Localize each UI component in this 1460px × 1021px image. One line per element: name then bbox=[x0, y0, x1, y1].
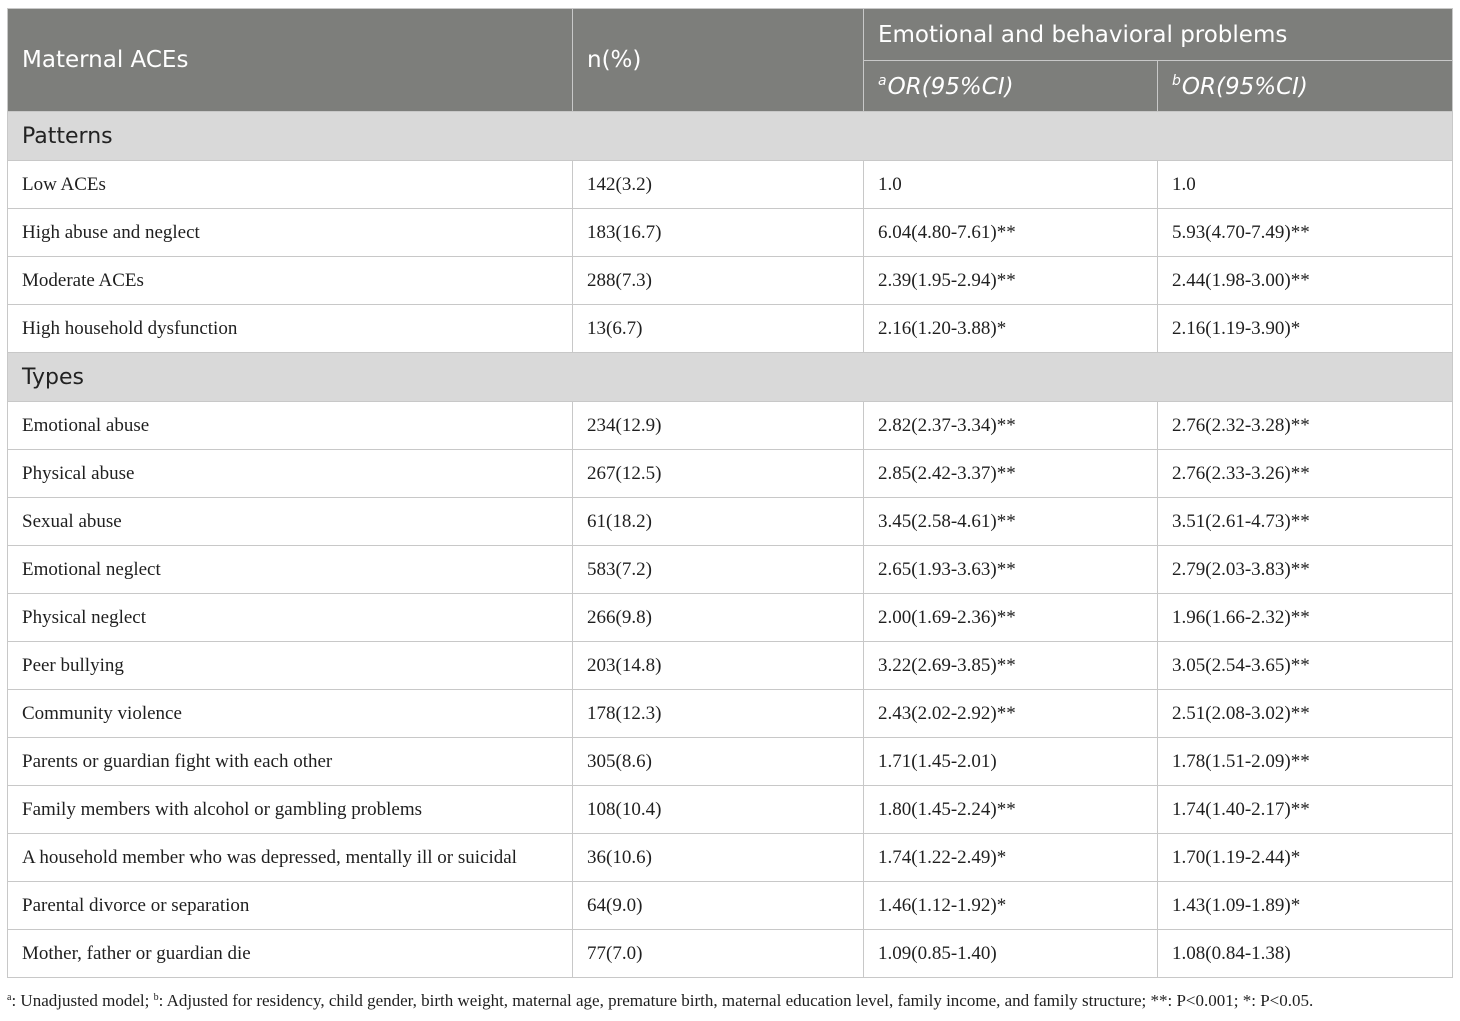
adjusted-or-cell: 2.79(2.03-3.83)** bbox=[1158, 546, 1453, 594]
unadjusted-or-cell: 2.82(2.37-3.34)** bbox=[864, 402, 1158, 450]
table-row bbox=[8, 498, 1453, 546]
adjusted-or-cell: 1.43(1.09-1.89)* bbox=[1158, 882, 1453, 930]
header-unadjusted-marker: a bbox=[878, 72, 887, 89]
adjusted-or-cell: 3.05(2.54-3.65)** bbox=[1158, 642, 1453, 690]
table-row bbox=[8, 594, 1453, 642]
adjusted-or-cell: 5.93(4.70-7.49)** bbox=[1158, 209, 1453, 257]
ace-label-cell: Peer bullying bbox=[8, 642, 573, 690]
unadjusted-or-cell: 2.43(2.02-2.92)** bbox=[864, 690, 1158, 738]
unadjusted-or-cell: 2.39(1.95-2.94)** bbox=[864, 257, 1158, 305]
unadjusted-or-cell: 3.45(2.58-4.61)** bbox=[864, 498, 1158, 546]
table-row bbox=[8, 882, 1453, 930]
table-row bbox=[8, 786, 1453, 834]
n-percent-cell: 64(9.0) bbox=[573, 882, 864, 930]
n-percent-cell: 178(12.3) bbox=[573, 690, 864, 738]
footnote-a-text: : Unadjusted model; bbox=[11, 991, 154, 1010]
footnote-b-marker: b bbox=[153, 992, 159, 1003]
ace-label-cell: Emotional abuse bbox=[8, 402, 573, 450]
ace-label-cell: Family members with alcohol or gambling problems bbox=[8, 786, 573, 834]
section-title: Types bbox=[8, 353, 1453, 402]
header-adjusted-label: OR(95%CI) bbox=[1181, 73, 1308, 100]
n-percent-cell: 36(10.6) bbox=[573, 834, 864, 882]
unadjusted-or-cell: 1.46(1.12-1.92)* bbox=[864, 882, 1158, 930]
adjusted-or-cell: 1.70(1.19-2.44)* bbox=[1158, 834, 1453, 882]
header-unadjusted-label: OR(95%CI) bbox=[887, 73, 1014, 100]
adjusted-or-cell: 2.16(1.19-3.90)* bbox=[1158, 305, 1453, 353]
n-percent-cell: 288(7.3) bbox=[573, 257, 864, 305]
ace-label-cell: Physical abuse bbox=[8, 450, 573, 498]
ace-label-cell: Physical neglect bbox=[8, 594, 573, 642]
section-title: Patterns bbox=[8, 112, 1453, 161]
section-row bbox=[8, 112, 1453, 161]
table-row bbox=[8, 257, 1453, 305]
table-row bbox=[8, 834, 1453, 882]
adjusted-or-cell: 1.0 bbox=[1158, 161, 1453, 209]
unadjusted-or-cell: 1.0 bbox=[864, 161, 1158, 209]
ace-label-cell: Sexual abuse bbox=[8, 498, 573, 546]
header-n-percent: n(%) bbox=[573, 9, 864, 112]
n-percent-cell: 234(12.9) bbox=[573, 402, 864, 450]
adjusted-or-cell: 3.51(2.61-4.73)** bbox=[1158, 498, 1453, 546]
unadjusted-or-cell: 1.09(0.85-1.40) bbox=[864, 930, 1158, 978]
n-percent-cell: 203(14.8) bbox=[573, 642, 864, 690]
n-percent-cell: 305(8.6) bbox=[573, 738, 864, 786]
ace-label-cell: Emotional neglect bbox=[8, 546, 573, 594]
unadjusted-or-cell: 1.74(1.22-2.49)* bbox=[864, 834, 1158, 882]
ace-label-cell: Moderate ACEs bbox=[8, 257, 573, 305]
n-percent-cell: 13(6.7) bbox=[573, 305, 864, 353]
header-adjusted-marker: b bbox=[1172, 72, 1181, 89]
unadjusted-or-cell: 2.16(1.20-3.88)* bbox=[864, 305, 1158, 353]
unadjusted-or-cell: 6.04(4.80-7.61)** bbox=[864, 209, 1158, 257]
unadjusted-or-cell: 3.22(2.69-3.85)** bbox=[864, 642, 1158, 690]
n-percent-cell: 183(16.7) bbox=[573, 209, 864, 257]
footnote-b-text: : Adjusted for residency, child gender, birth weight, maternal age, premature birth, maternal education level, family income, and family structure; **: P<0.001; *: P<0.05. bbox=[158, 991, 1314, 1010]
ace-label-cell: High abuse and neglect bbox=[8, 209, 573, 257]
ace-label-cell: High household dysfunction bbox=[8, 305, 573, 353]
n-percent-cell: 583(7.2) bbox=[573, 546, 864, 594]
table-row bbox=[8, 546, 1453, 594]
n-percent-cell: 108(10.4) bbox=[573, 786, 864, 834]
table-row bbox=[8, 738, 1453, 786]
ace-label-cell: Parents or guardian fight with each other bbox=[8, 738, 573, 786]
unadjusted-or-cell: 1.80(1.45-2.24)** bbox=[864, 786, 1158, 834]
n-percent-cell: 77(7.0) bbox=[573, 930, 864, 978]
unadjusted-or-cell: 2.65(1.93-3.63)** bbox=[864, 546, 1158, 594]
header-unadjusted-or bbox=[864, 61, 1158, 112]
header-adjusted-or bbox=[1158, 61, 1453, 112]
ace-label-cell: Parental divorce or separation bbox=[8, 882, 573, 930]
adjusted-or-cell: 2.51(2.08-3.02)** bbox=[1158, 690, 1453, 738]
adjusted-or-cell: 2.44(1.98-3.00)** bbox=[1158, 257, 1453, 305]
table-row bbox=[8, 209, 1453, 257]
table-row bbox=[8, 161, 1453, 209]
n-percent-cell: 142(3.2) bbox=[573, 161, 864, 209]
table-row bbox=[8, 450, 1453, 498]
unadjusted-or-cell: 2.00(1.69-2.36)** bbox=[864, 594, 1158, 642]
table-header bbox=[8, 9, 1453, 112]
header-maternal-aces: Maternal ACEs bbox=[8, 9, 573, 112]
ace-label-cell: A household member who was depressed, mentally ill or suicidal bbox=[8, 834, 573, 882]
header-emotional-behavioral-problems: Emotional and behavioral problems bbox=[864, 9, 1453, 61]
ace-label-cell: Community violence bbox=[8, 690, 573, 738]
ace-label-cell: Low ACEs bbox=[8, 161, 573, 209]
section-row bbox=[8, 353, 1453, 402]
adjusted-or-cell: 1.78(1.51-2.09)** bbox=[1158, 738, 1453, 786]
adjusted-or-cell: 1.74(1.40-2.17)** bbox=[1158, 786, 1453, 834]
adjusted-or-cell: 2.76(2.33-3.26)** bbox=[1158, 450, 1453, 498]
table-row bbox=[8, 402, 1453, 450]
table-footnote bbox=[7, 991, 1457, 1011]
n-percent-cell: 61(18.2) bbox=[573, 498, 864, 546]
table-row bbox=[8, 642, 1453, 690]
unadjusted-or-cell: 2.85(2.42-3.37)** bbox=[864, 450, 1158, 498]
adjusted-or-cell: 1.08(0.84-1.38) bbox=[1158, 930, 1453, 978]
table-row bbox=[8, 305, 1453, 353]
footnote-a-marker: a bbox=[7, 992, 12, 1003]
n-percent-cell: 266(9.8) bbox=[573, 594, 864, 642]
results-table bbox=[7, 8, 1453, 978]
adjusted-or-cell: 1.96(1.66-2.32)** bbox=[1158, 594, 1453, 642]
ace-label-cell: Mother, father or guardian die bbox=[8, 930, 573, 978]
table-row bbox=[8, 690, 1453, 738]
unadjusted-or-cell: 1.71(1.45-2.01) bbox=[864, 738, 1158, 786]
n-percent-cell: 267(12.5) bbox=[573, 450, 864, 498]
table-row bbox=[8, 930, 1453, 978]
table-body bbox=[8, 112, 1453, 978]
adjusted-or-cell: 2.76(2.32-3.28)** bbox=[1158, 402, 1453, 450]
